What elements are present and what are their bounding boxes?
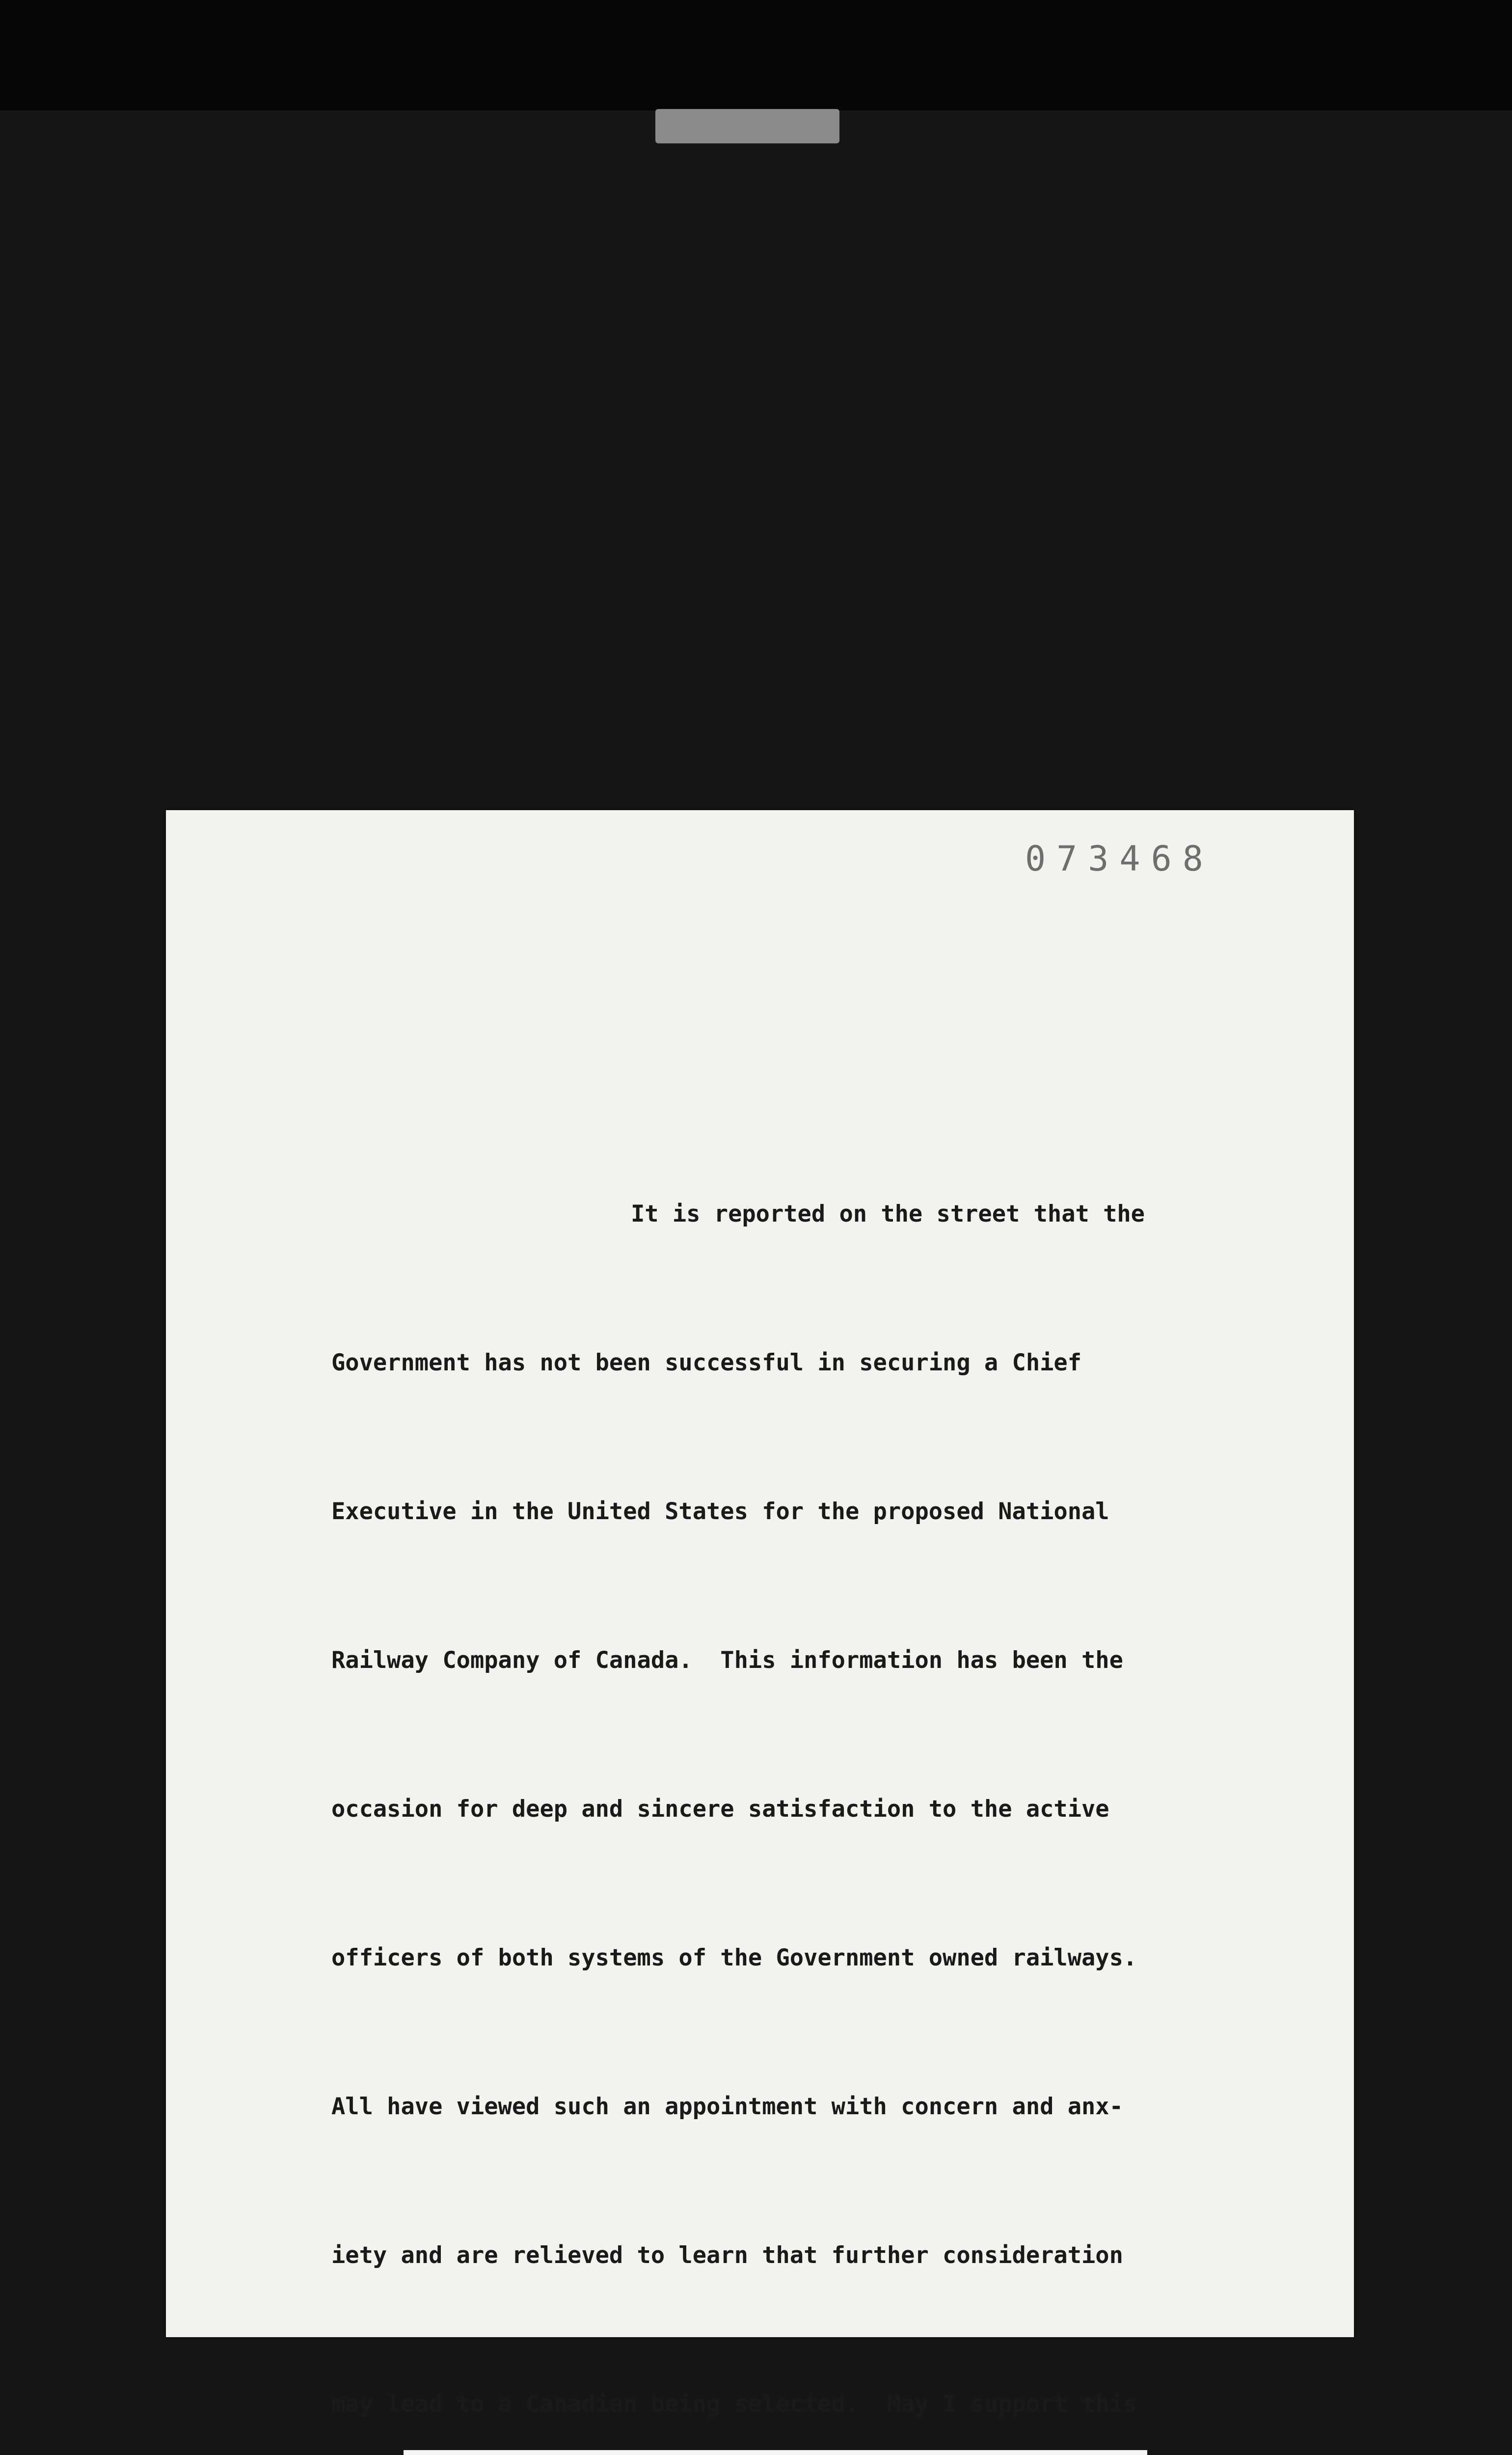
document-number: 073468 — [1025, 839, 1214, 879]
film-tab — [655, 109, 839, 143]
text-line: It is reported on the street that the — [631, 1200, 1145, 1228]
text-line: officers of both systems of the Government owned railways. — [331, 1944, 1137, 1971]
text-line: may lead to a Canadian being selected. May I support this — [331, 2391, 1137, 2418]
text-line: Railway Company of Canada. This information has been the — [331, 1647, 1123, 1674]
text-line: All have viewed such an appointment with concern and anx- — [331, 2093, 1123, 2120]
document-body — [331, 1090, 1264, 2455]
collection-caption — [404, 2450, 1147, 2455]
document-page — [166, 810, 1354, 2418]
film-top-edge — [0, 0, 1512, 110]
text-line: Government has not been successful in securing a Chief — [331, 1349, 1082, 1376]
text-line: iety and are relieved to learn that further consideration — [331, 2242, 1123, 2269]
text-line: Executive in the United States for the proposed National — [331, 1498, 1109, 1525]
text-line: occasion for deep and sincere satisfaction to the active — [331, 1796, 1109, 1823]
